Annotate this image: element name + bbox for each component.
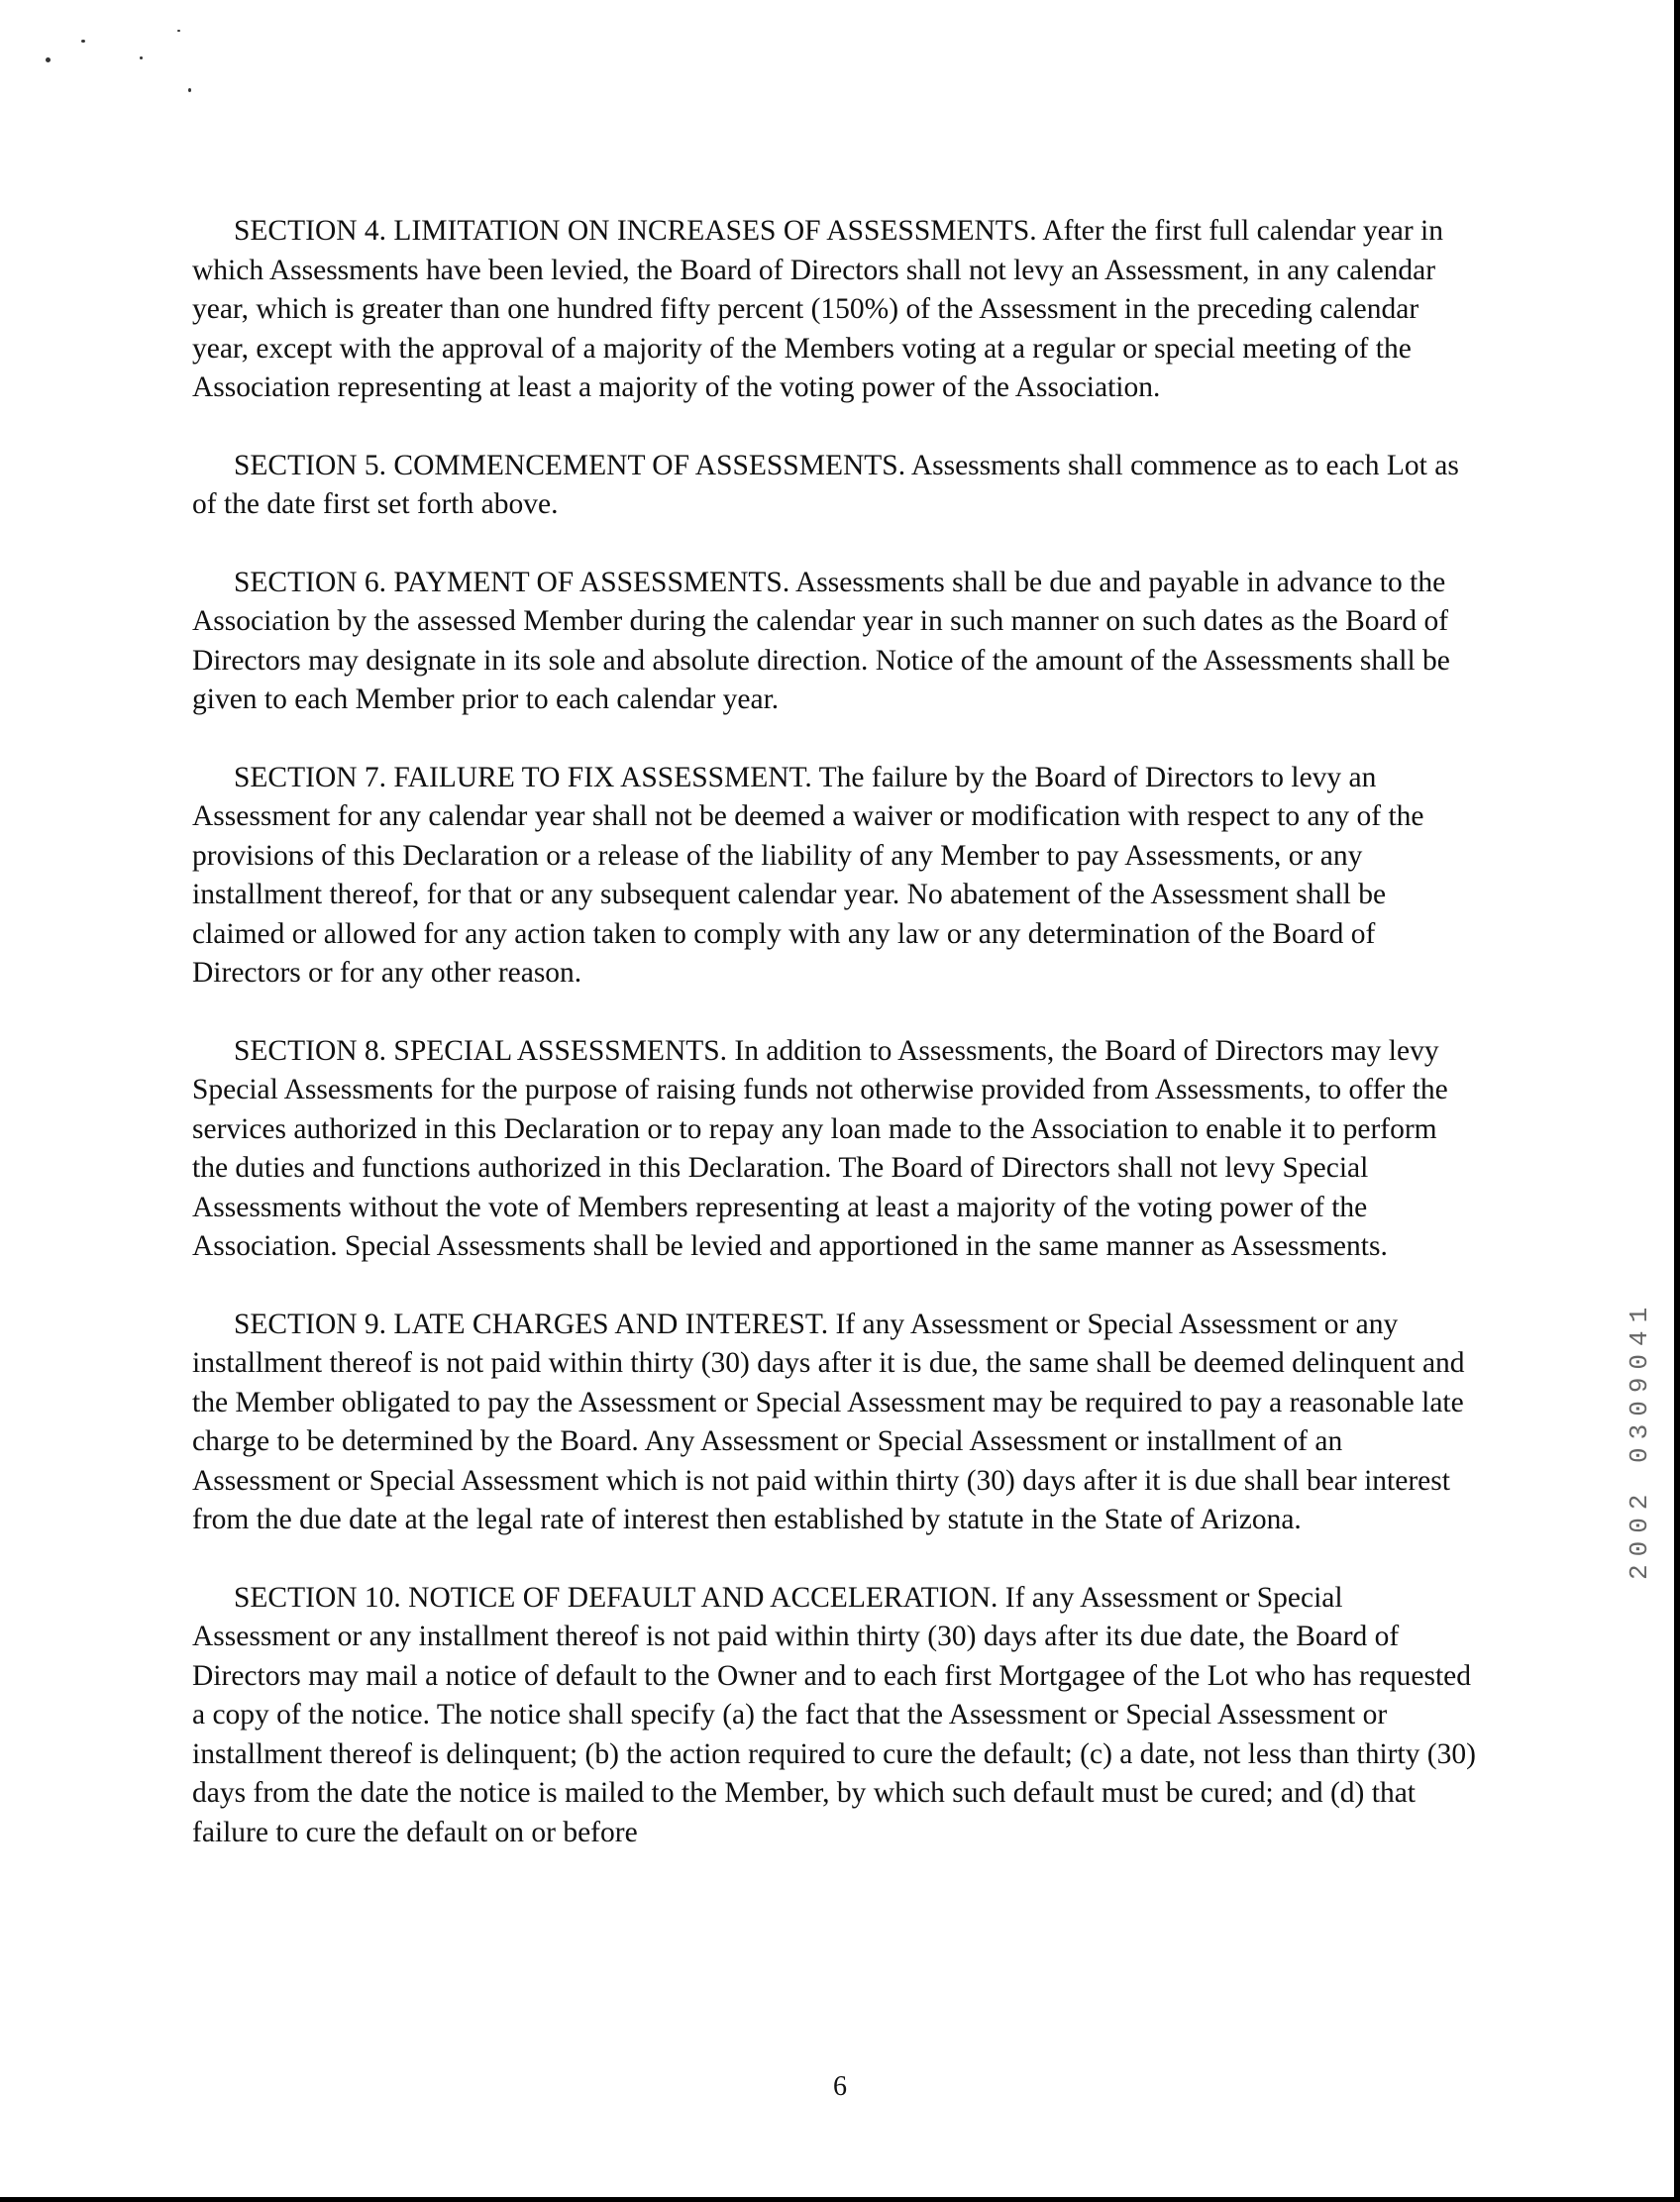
scan-speck (81, 40, 85, 43)
section-7-heading: SECTION 7. FAILURE TO FIX ASSESSMENT. (234, 761, 812, 793)
section-5-heading: SECTION 5. COMMENCEMENT OF ASSESSMENTS. (234, 449, 906, 481)
section-10-body: If any Assessment or Special Assessment or any installment thereof is not paid within thirty (30) days after its due date, the Board of Directors may mail a notice of default to the Owner and to each first Mortgagee of the Lot who has requested a copy of the notice. The notice shall specify (a) the fact that the Assessment or Special Assessment or installment thereof is delinquent; (b) the action required to cure the default; (c) a date, not less than thirty (30) days from the date the notice is mailed to the Member, by which such default must be cured; and (d) that failure to cure the default on or before (192, 1581, 1476, 1848)
scan-speck (188, 88, 191, 92)
section-10-heading: SECTION 10. NOTICE OF DEFAULT AND ACCELERATION. (234, 1581, 998, 1614)
scan-border-bottom (0, 2197, 1680, 2202)
page-number: 6 (833, 2071, 847, 2102)
scan-speck (46, 57, 51, 62)
section-5 (192, 447, 1480, 525)
section-6-heading: SECTION 6. PAYMENT OF ASSESSMENTS. (234, 566, 790, 598)
section-9 (192, 1306, 1480, 1540)
scan-border-right (1674, 0, 1680, 2202)
section-8-heading: SECTION 8. SPECIAL ASSESSMENTS. (234, 1034, 728, 1067)
section-9-heading: SECTION 9. LATE CHARGES AND INTEREST. (234, 1308, 829, 1340)
section-7-body: The failure by the Board of Directors to levy an Assessment for any calendar year shall not be deemed a waiver or modification with respect to any of the provisions of this Declaration or a release of the liability of any Member to pay Assessments, or any installment thereof, for that or any subsequent calendar year. No abatement of the Assessment shall be claimed or allowed for any action taken to comply with any law or any determination of the Board of Directors or for any other reason. (192, 761, 1424, 989)
document-body (192, 212, 1480, 1891)
section-9-body: If any Assessment or Special Assessment or any installment thereof is not paid within thirty (30) days after it is due, the same shall be deemed delinquent and the Member obligated to pay the Assessment or Special Assessment may be required to pay a reasonable late charge to be determined by the Board. Any Assessment or Special Assessment or installment of an Assessment or Special Assessment which is not paid within thirty (30) days after it is due shall bear interest from the due date at the legal rate of interest then established by statute in the State of Arizona. (192, 1308, 1465, 1535)
section-4 (192, 212, 1480, 408)
recording-number: 2002 0309041 (1625, 1299, 1654, 1580)
section-8 (192, 1032, 1480, 1267)
section-7 (192, 759, 1480, 994)
section-4-heading: SECTION 4. LIMITATION ON INCREASES OF ASSESSMENTS. (234, 215, 1037, 247)
scan-speck (140, 56, 143, 59)
section-6 (192, 564, 1480, 720)
section-6-body: Assessments shall be due and payable in advance to the Association by the assessed Member during the calendar year in such manner on such dates as the Board of Directors may designate in its sole and absolute direction. Notice of the amount of the Assessments shall be given to each Member prior to each calendar year. (192, 566, 1450, 715)
section-10 (192, 1579, 1480, 1853)
section-4-body: After the first full calendar year in which Assessments have been levied, the Board of Directors shall not levy an Assessment, in any calendar year, which is greater than one hundred fifty percent (150%) of the Assessment in the preceding calendar year, except with the approval of a majority of the Members voting at a regular or special meeting of the Association representing at least a majority of the voting power of the Association. (192, 215, 1443, 403)
section-8-body: In addition to Assessments, the Board of Directors may levy Special Assessments for the purpose of raising funds not otherwise provided from Assessments, to offer the services authorized in this Declaration or to repay any loan made to the Association to enable it to perform the duties and functions authorized in this Declaration. The Board of Directors shall not levy Special Assessments without the vote of Members representing at least a majority of the voting power of the Association. Special Assessments shall be levied and apportioned in the same manner as Assessments. (192, 1034, 1448, 1262)
scan-speck (177, 30, 180, 32)
section-5-body: Assessments shall commence as to each Lot as of the date first set forth above. (192, 449, 1459, 520)
